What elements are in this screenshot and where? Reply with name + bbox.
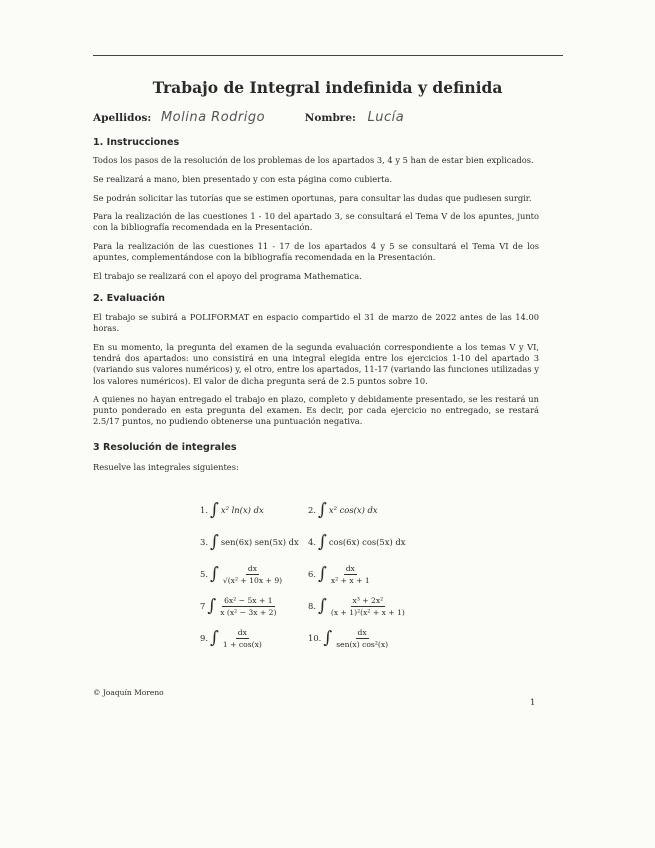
fraction: $\frac{dx}{\text{x² + x + 1}}$	[330, 563, 370, 585]
paragraph: En su momento, la pregunta del examen de la segunda evaluación correspondiente a los temas V y VI, tendrá dos apartados: uno consistirá en una integral elegida entre los ejercicios 1-10 del apartado 3 (variando sus valores numéricos) y, el otro, entre los apartados, 11-17 (variando las funciones utilizadas y los valores numéricos). El valor de dicha pregunta será de 2.5 puntos sobre 10.	[93, 342, 539, 386]
apellidos-label: Apellidos:	[93, 112, 152, 124]
integral-item: 2. ∫ x² cos(x) dx	[308, 500, 378, 520]
integral-sign-icon: ∫	[207, 596, 217, 616]
paragraph: A quienes no hayan entregado el trabajo en plazo, completo y debidamente presentado, se les restará un punto ponderado en esta pregunta del examen. Es decir, por cada ejercicio no entregado, se restará 2.5/17 puntos, no pudiendo obtenerse una puntuación negativa.	[93, 394, 539, 427]
paragraph: Todos los pasos de la resolución de los problemas de los apartados 3, 4 y 5 han de estar bien explicados.	[93, 155, 534, 165]
fraction: $\frac{\text{6x² − 5x + 1}}{\text{x (x² − 3x + 2)}}$	[220, 595, 277, 617]
section-instrucciones-heading: 1. Instrucciones	[93, 137, 180, 148]
integral-item: 4. ∫ cos(6x) cos(5x) dx	[308, 532, 406, 552]
paragraph: El trabajo se subirá a POLIFORMAT en espacio compartido el 31 de marzo de 2022 antes de las 14.00 horas.	[93, 312, 539, 334]
integral-sign-icon: ∫	[318, 532, 327, 552]
integral-sign-icon: ∫	[210, 500, 219, 520]
fraction: $\frac{dx}{\text{√(x² + 10x + 9)}}$	[222, 563, 283, 585]
integral-item: 6. ∫ $\frac{dx}{\text{x² + x + 1}}$	[308, 563, 370, 585]
integral-item: 3. ∫ sen(6x) sen(5x) dx	[200, 532, 299, 552]
fraction: $\frac{\text{x³ + 2x²}}{\text{(x + 1)²(x² + x + 1)}}$	[330, 595, 405, 617]
integral-sign-icon: ∫	[318, 500, 327, 520]
integral-sign-icon: ∫	[210, 564, 219, 584]
paragraph: El trabajo se realizará con el apoyo del programa Mathematica.	[93, 271, 362, 281]
integral-sign-icon: ∫	[210, 628, 219, 648]
integral-item: 1. ∫ x² ln(x) dx	[200, 500, 264, 520]
paragraph: Para la realización de las cuestiones 1 - 10 del apartado 3, se consultará el Tema V de los apuntes, junto con la bibliografía recomendada en la Presentación.	[93, 211, 539, 233]
integral-sign-icon: ∫	[323, 628, 333, 648]
paragraph: Resuelve las integrales siguientes:	[93, 462, 239, 472]
integral-item: 9. ∫ $\frac{dx}{1 + \cos(x)}$	[200, 627, 262, 649]
integral-sign-icon: ∫	[210, 532, 219, 552]
nombre-value: Lucía	[367, 110, 405, 125]
integral-list	[200, 494, 460, 654]
document-title: Trabajo de Integral indefinida y definida	[152, 78, 503, 97]
top-rule	[93, 55, 563, 56]
student-names	[93, 110, 404, 125]
nombre-label: Nombre:	[304, 112, 356, 124]
paragraph: Se podrán solicitar las tutorías que se estimen oportunas, para consultar las dudas que pudiesen surgir.	[93, 193, 532, 203]
fraction: $\frac{dx}{\text{sen(x) cos²(x)}}$	[336, 627, 389, 649]
integral-sign-icon: ∫	[318, 596, 327, 616]
integral-item: 7 ∫ $\frac{\text{6x² − 5x + 1}}{\text{x (x² − 3x + 2)}}$	[200, 595, 277, 617]
apellidos-value: Molina Rodrigo	[160, 110, 266, 125]
integral-item: 10. ∫ $\frac{dx}{\text{sen(x) cos²(x)}}$	[308, 627, 389, 649]
integral-item: 8. ∫ $\frac{\text{x³ + 2x²}}{\text{(x + 1)²(x² + x + 1)}}$	[308, 595, 405, 617]
paragraph: Se realizará a mano, bien presentado y con esta página como cubierta.	[93, 174, 393, 184]
fraction: $\frac{dx}{1 + \cos(x)}$	[222, 627, 262, 649]
section-evaluacion-heading: 2. Evaluación	[93, 293, 165, 304]
integral-item: 5. ∫ $\frac{dx}{\text{√(x² + 10x + 9)}}$	[200, 563, 283, 585]
integral-sign-icon: ∫	[318, 564, 327, 584]
page-number: 1	[530, 698, 536, 708]
footer-author: © Joaquín Moreno	[93, 688, 164, 697]
section-integrales-heading: 3 Resolución de integrales	[93, 442, 237, 453]
paragraph: Para la realización de las cuestiones 11 - 17 de los apartados 4 y 5 se consultará el Tema VI de los apuntes, complementándose con la bibliografía recomendada en la Presentación.	[93, 241, 539, 263]
